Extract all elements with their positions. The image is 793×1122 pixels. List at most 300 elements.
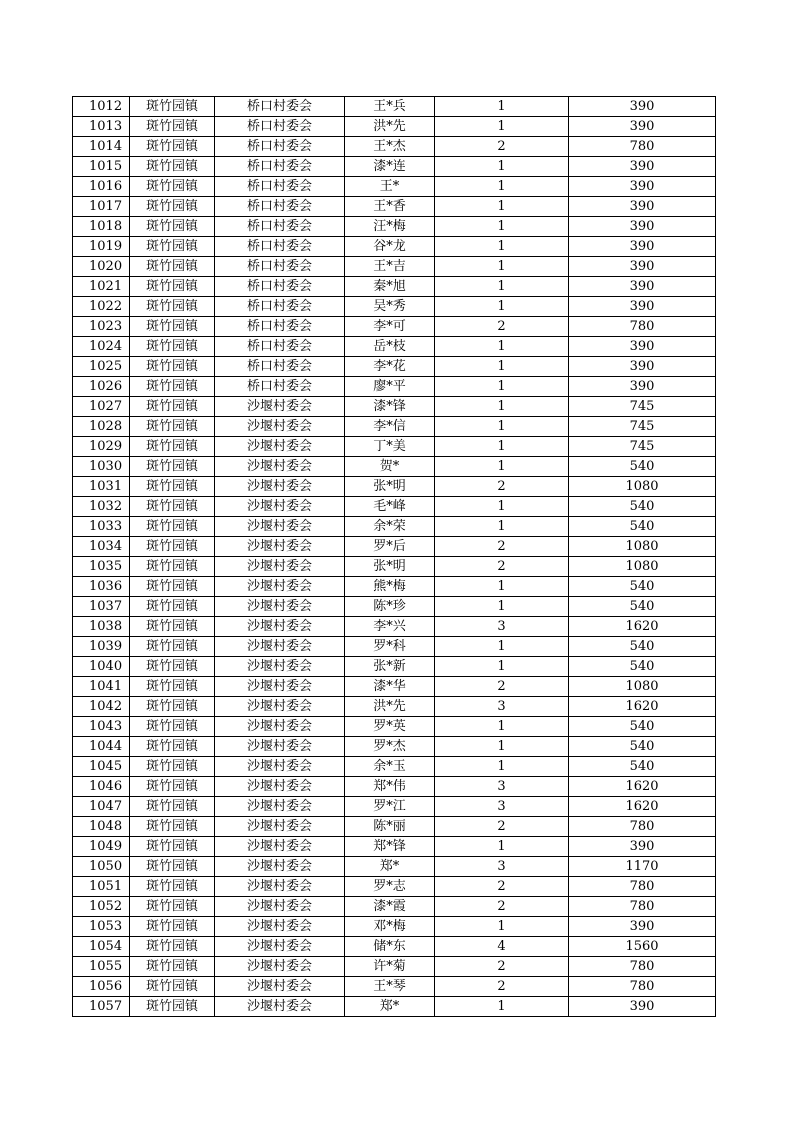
table-row <box>73 997 716 1017</box>
person-name-cell: 张*新 <box>345 657 435 677</box>
town-cell: 斑竹园镇 <box>130 297 215 317</box>
row-number-cell: 1030 <box>73 457 130 477</box>
table-row <box>73 877 716 897</box>
town-cell: 斑竹园镇 <box>130 217 215 237</box>
village-committee-cell: 沙堰村委会 <box>215 997 345 1017</box>
table-row <box>73 377 716 397</box>
person-name-cell: 罗*英 <box>345 717 435 737</box>
person-name-cell: 漆*华 <box>345 677 435 697</box>
table-body <box>73 97 716 1017</box>
town-cell: 斑竹园镇 <box>130 737 215 757</box>
town-cell: 斑竹园镇 <box>130 237 215 257</box>
row-number-cell: 1052 <box>73 897 130 917</box>
person-name-cell: 郑*伟 <box>345 777 435 797</box>
person-name-cell: 廖*平 <box>345 377 435 397</box>
town-cell: 斑竹园镇 <box>130 877 215 897</box>
table-row <box>73 757 716 777</box>
amount-cell: 745 <box>569 417 716 437</box>
person-name-cell: 郑* <box>345 857 435 877</box>
town-cell: 斑竹园镇 <box>130 617 215 637</box>
amount-cell: 780 <box>569 317 716 337</box>
row-number-cell: 1033 <box>73 517 130 537</box>
row-number-cell: 1038 <box>73 617 130 637</box>
row-number-cell: 1035 <box>73 557 130 577</box>
town-cell: 斑竹园镇 <box>130 837 215 857</box>
village-committee-cell: 桥口村委会 <box>215 237 345 257</box>
town-cell: 斑竹园镇 <box>130 397 215 417</box>
village-committee-cell: 桥口村委会 <box>215 177 345 197</box>
household-count-cell: 2 <box>435 817 569 837</box>
person-name-cell: 漆*连 <box>345 157 435 177</box>
village-committee-cell: 沙堰村委会 <box>215 417 345 437</box>
row-number-cell: 1040 <box>73 657 130 677</box>
village-committee-cell: 沙堰村委会 <box>215 577 345 597</box>
row-number-cell: 1020 <box>73 257 130 277</box>
village-committee-cell: 沙堰村委会 <box>215 637 345 657</box>
household-count-cell: 1 <box>435 277 569 297</box>
village-committee-cell: 沙堰村委会 <box>215 857 345 877</box>
household-count-cell: 2 <box>435 897 569 917</box>
household-count-cell: 2 <box>435 677 569 697</box>
household-count-cell: 2 <box>435 977 569 997</box>
village-committee-cell: 沙堰村委会 <box>215 777 345 797</box>
amount-cell: 390 <box>569 237 716 257</box>
village-committee-cell: 桥口村委会 <box>215 317 345 337</box>
table-row <box>73 977 716 997</box>
table-row <box>73 617 716 637</box>
row-number-cell: 1034 <box>73 537 130 557</box>
table-row <box>73 337 716 357</box>
town-cell: 斑竹园镇 <box>130 177 215 197</box>
table-row <box>73 897 716 917</box>
household-count-cell: 1 <box>435 117 569 137</box>
amount-cell: 745 <box>569 437 716 457</box>
household-count-cell: 1 <box>435 177 569 197</box>
table-row <box>73 657 716 677</box>
village-committee-cell: 沙堰村委会 <box>215 797 345 817</box>
person-name-cell: 罗*科 <box>345 637 435 657</box>
village-committee-cell: 桥口村委会 <box>215 297 345 317</box>
amount-cell: 390 <box>569 997 716 1017</box>
household-count-cell: 1 <box>435 597 569 617</box>
person-name-cell: 汪*梅 <box>345 217 435 237</box>
person-name-cell: 吴*秀 <box>345 297 435 317</box>
amount-cell: 1080 <box>569 537 716 557</box>
amount-cell: 390 <box>569 117 716 137</box>
household-count-cell: 2 <box>435 957 569 977</box>
row-number-cell: 1019 <box>73 237 130 257</box>
table-row <box>73 837 716 857</box>
row-number-cell: 1041 <box>73 677 130 697</box>
household-count-cell: 1 <box>435 337 569 357</box>
town-cell: 斑竹园镇 <box>130 797 215 817</box>
amount-cell: 1080 <box>569 477 716 497</box>
table-row <box>73 137 716 157</box>
village-committee-cell: 沙堰村委会 <box>215 677 345 697</box>
table-row <box>73 97 716 117</box>
household-count-cell: 3 <box>435 777 569 797</box>
row-number-cell: 1051 <box>73 877 130 897</box>
table-row <box>73 457 716 477</box>
town-cell: 斑竹园镇 <box>130 537 215 557</box>
table-row <box>73 237 716 257</box>
village-committee-cell: 沙堰村委会 <box>215 517 345 537</box>
row-number-cell: 1022 <box>73 297 130 317</box>
household-count-cell: 1 <box>435 577 569 597</box>
table-row <box>73 817 716 837</box>
person-name-cell: 谷*龙 <box>345 237 435 257</box>
amount-cell: 390 <box>569 217 716 237</box>
town-cell: 斑竹园镇 <box>130 557 215 577</box>
town-cell: 斑竹园镇 <box>130 317 215 337</box>
amount-cell: 540 <box>569 737 716 757</box>
table-row <box>73 697 716 717</box>
village-committee-cell: 沙堰村委会 <box>215 617 345 637</box>
village-committee-cell: 沙堰村委会 <box>215 697 345 717</box>
amount-cell: 390 <box>569 277 716 297</box>
table-row <box>73 537 716 557</box>
village-committee-cell: 沙堰村委会 <box>215 457 345 477</box>
table-row <box>73 597 716 617</box>
village-committee-cell: 沙堰村委会 <box>215 397 345 417</box>
household-count-cell: 1 <box>435 397 569 417</box>
person-name-cell: 罗*后 <box>345 537 435 557</box>
amount-cell: 390 <box>569 377 716 397</box>
person-name-cell: 王*吉 <box>345 257 435 277</box>
table-row <box>73 797 716 817</box>
town-cell: 斑竹园镇 <box>130 97 215 117</box>
village-committee-cell: 沙堰村委会 <box>215 877 345 897</box>
village-committee-cell: 沙堰村委会 <box>215 537 345 557</box>
amount-cell: 1620 <box>569 617 716 637</box>
household-count-cell: 2 <box>435 877 569 897</box>
person-name-cell: 秦*旭 <box>345 277 435 297</box>
row-number-cell: 1015 <box>73 157 130 177</box>
amount-cell: 1080 <box>569 677 716 697</box>
table-row <box>73 297 716 317</box>
amount-cell: 540 <box>569 717 716 737</box>
village-committee-cell: 桥口村委会 <box>215 257 345 277</box>
amount-cell: 540 <box>569 457 716 477</box>
amount-cell: 540 <box>569 597 716 617</box>
village-committee-cell: 沙堰村委会 <box>215 717 345 737</box>
row-number-cell: 1021 <box>73 277 130 297</box>
village-committee-cell: 桥口村委会 <box>215 357 345 377</box>
person-name-cell: 李*花 <box>345 357 435 377</box>
row-number-cell: 1047 <box>73 797 130 817</box>
household-count-cell: 2 <box>435 537 569 557</box>
amount-cell: 1620 <box>569 797 716 817</box>
table-row <box>73 497 716 517</box>
town-cell: 斑竹园镇 <box>130 817 215 837</box>
village-committee-cell: 沙堰村委会 <box>215 437 345 457</box>
table-row <box>73 277 716 297</box>
town-cell: 斑竹园镇 <box>130 457 215 477</box>
row-number-cell: 1017 <box>73 197 130 217</box>
person-name-cell: 李*兴 <box>345 617 435 637</box>
row-number-cell: 1012 <box>73 97 130 117</box>
town-cell: 斑竹园镇 <box>130 137 215 157</box>
person-name-cell: 罗*江 <box>345 797 435 817</box>
table-row <box>73 557 716 577</box>
row-number-cell: 1018 <box>73 217 130 237</box>
household-count-cell: 2 <box>435 317 569 337</box>
village-committee-cell: 沙堰村委会 <box>215 937 345 957</box>
household-count-cell: 1 <box>435 197 569 217</box>
household-count-cell: 1 <box>435 517 569 537</box>
row-number-cell: 1029 <box>73 437 130 457</box>
household-count-cell: 1 <box>435 157 569 177</box>
amount-cell: 540 <box>569 637 716 657</box>
household-count-cell: 3 <box>435 797 569 817</box>
town-cell: 斑竹园镇 <box>130 977 215 997</box>
village-committee-cell: 桥口村委会 <box>215 137 345 157</box>
table-row <box>73 417 716 437</box>
household-count-cell: 2 <box>435 557 569 577</box>
table-row <box>73 857 716 877</box>
row-number-cell: 1044 <box>73 737 130 757</box>
person-name-cell: 王*香 <box>345 197 435 217</box>
person-name-cell: 洪*先 <box>345 697 435 717</box>
household-count-cell: 3 <box>435 697 569 717</box>
amount-cell: 780 <box>569 897 716 917</box>
village-committee-cell: 沙堰村委会 <box>215 477 345 497</box>
household-count-cell: 1 <box>435 497 569 517</box>
table-row <box>73 917 716 937</box>
household-count-cell: 1 <box>435 757 569 777</box>
table-row <box>73 257 716 277</box>
table-row <box>73 437 716 457</box>
row-number-cell: 1039 <box>73 637 130 657</box>
table-row <box>73 717 716 737</box>
town-cell: 斑竹园镇 <box>130 997 215 1017</box>
household-count-cell: 1 <box>435 437 569 457</box>
table-row <box>73 737 716 757</box>
table-row <box>73 117 716 137</box>
amount-cell: 540 <box>569 577 716 597</box>
person-name-cell: 王* <box>345 177 435 197</box>
town-cell: 斑竹园镇 <box>130 357 215 377</box>
row-number-cell: 1024 <box>73 337 130 357</box>
household-count-cell: 1 <box>435 377 569 397</box>
household-count-cell: 1 <box>435 217 569 237</box>
row-number-cell: 1042 <box>73 697 130 717</box>
table-row <box>73 177 716 197</box>
town-cell: 斑竹园镇 <box>130 857 215 877</box>
household-count-cell: 3 <box>435 857 569 877</box>
table-row <box>73 777 716 797</box>
person-name-cell: 李*信 <box>345 417 435 437</box>
row-number-cell: 1049 <box>73 837 130 857</box>
amount-cell: 540 <box>569 517 716 537</box>
town-cell: 斑竹园镇 <box>130 597 215 617</box>
household-count-cell: 1 <box>435 917 569 937</box>
person-name-cell: 洪*先 <box>345 117 435 137</box>
row-number-cell: 1013 <box>73 117 130 137</box>
row-number-cell: 1027 <box>73 397 130 417</box>
table-row <box>73 677 716 697</box>
person-name-cell: 许*菊 <box>345 957 435 977</box>
person-name-cell: 熊*梅 <box>345 577 435 597</box>
household-count-cell: 1 <box>435 257 569 277</box>
person-name-cell: 王*兵 <box>345 97 435 117</box>
town-cell: 斑竹园镇 <box>130 777 215 797</box>
town-cell: 斑竹园镇 <box>130 957 215 977</box>
town-cell: 斑竹园镇 <box>130 277 215 297</box>
amount-cell: 780 <box>569 137 716 157</box>
row-number-cell: 1045 <box>73 757 130 777</box>
table-row <box>73 197 716 217</box>
person-name-cell: 邓*梅 <box>345 917 435 937</box>
town-cell: 斑竹园镇 <box>130 897 215 917</box>
amount-cell: 390 <box>569 197 716 217</box>
household-count-cell: 1 <box>435 657 569 677</box>
person-name-cell: 陈*珍 <box>345 597 435 617</box>
person-name-cell: 漆*锋 <box>345 397 435 417</box>
row-number-cell: 1037 <box>73 597 130 617</box>
amount-cell: 780 <box>569 877 716 897</box>
person-name-cell: 毛*峰 <box>345 497 435 517</box>
table-row <box>73 937 716 957</box>
village-committee-cell: 桥口村委会 <box>215 217 345 237</box>
household-count-cell: 1 <box>435 837 569 857</box>
person-name-cell: 储*东 <box>345 937 435 957</box>
town-cell: 斑竹园镇 <box>130 117 215 137</box>
row-number-cell: 1054 <box>73 937 130 957</box>
village-committee-cell: 沙堰村委会 <box>215 917 345 937</box>
amount-cell: 745 <box>569 397 716 417</box>
amount-cell: 390 <box>569 177 716 197</box>
town-cell: 斑竹园镇 <box>130 437 215 457</box>
household-count-cell: 1 <box>435 357 569 377</box>
village-committee-cell: 桥口村委会 <box>215 197 345 217</box>
town-cell: 斑竹园镇 <box>130 937 215 957</box>
row-number-cell: 1046 <box>73 777 130 797</box>
person-name-cell: 罗*杰 <box>345 737 435 757</box>
row-number-cell: 1056 <box>73 977 130 997</box>
town-cell: 斑竹园镇 <box>130 517 215 537</box>
village-committee-cell: 沙堰村委会 <box>215 597 345 617</box>
household-count-cell: 1 <box>435 237 569 257</box>
town-cell: 斑竹园镇 <box>130 637 215 657</box>
village-committee-cell: 沙堰村委会 <box>215 897 345 917</box>
town-cell: 斑竹园镇 <box>130 917 215 937</box>
amount-cell: 390 <box>569 357 716 377</box>
table-row <box>73 157 716 177</box>
person-name-cell: 王*杰 <box>345 137 435 157</box>
household-count-cell: 1 <box>435 997 569 1017</box>
village-committee-cell: 沙堰村委会 <box>215 737 345 757</box>
town-cell: 斑竹园镇 <box>130 337 215 357</box>
town-cell: 斑竹园镇 <box>130 417 215 437</box>
village-committee-cell: 桥口村委会 <box>215 377 345 397</box>
row-number-cell: 1055 <box>73 957 130 977</box>
person-name-cell: 王*琴 <box>345 977 435 997</box>
amount-cell: 1560 <box>569 937 716 957</box>
person-name-cell: 漆*霞 <box>345 897 435 917</box>
table-row <box>73 517 716 537</box>
person-name-cell: 余*玉 <box>345 757 435 777</box>
town-cell: 斑竹园镇 <box>130 257 215 277</box>
row-number-cell: 1014 <box>73 137 130 157</box>
household-count-cell: 1 <box>435 417 569 437</box>
village-committee-cell: 桥口村委会 <box>215 97 345 117</box>
village-committee-cell: 桥口村委会 <box>215 117 345 137</box>
row-number-cell: 1023 <box>73 317 130 337</box>
town-cell: 斑竹园镇 <box>130 477 215 497</box>
amount-cell: 780 <box>569 957 716 977</box>
row-number-cell: 1057 <box>73 997 130 1017</box>
amount-cell: 390 <box>569 257 716 277</box>
town-cell: 斑竹园镇 <box>130 157 215 177</box>
person-name-cell: 张*明 <box>345 477 435 497</box>
row-number-cell: 1026 <box>73 377 130 397</box>
village-committee-cell: 桥口村委会 <box>215 157 345 177</box>
household-count-cell: 4 <box>435 937 569 957</box>
village-committee-cell: 沙堰村委会 <box>215 497 345 517</box>
village-committee-cell: 沙堰村委会 <box>215 557 345 577</box>
table-row <box>73 357 716 377</box>
amount-cell: 390 <box>569 97 716 117</box>
person-name-cell: 郑*锋 <box>345 837 435 857</box>
person-name-cell: 张*明 <box>345 557 435 577</box>
row-number-cell: 1048 <box>73 817 130 837</box>
town-cell: 斑竹园镇 <box>130 577 215 597</box>
town-cell: 斑竹园镇 <box>130 657 215 677</box>
village-committee-cell: 桥口村委会 <box>215 337 345 357</box>
table-row <box>73 397 716 417</box>
table-row <box>73 637 716 657</box>
person-name-cell: 郑* <box>345 997 435 1017</box>
amount-cell: 1170 <box>569 857 716 877</box>
town-cell: 斑竹园镇 <box>130 197 215 217</box>
household-count-cell: 1 <box>435 637 569 657</box>
amount-cell: 540 <box>569 657 716 677</box>
row-number-cell: 1016 <box>73 177 130 197</box>
amount-cell: 390 <box>569 337 716 357</box>
town-cell: 斑竹园镇 <box>130 757 215 777</box>
table-row <box>73 317 716 337</box>
village-committee-cell: 沙堰村委会 <box>215 817 345 837</box>
table-row <box>73 577 716 597</box>
person-name-cell: 余*荣 <box>345 517 435 537</box>
household-count-cell: 2 <box>435 477 569 497</box>
town-cell: 斑竹园镇 <box>130 677 215 697</box>
amount-cell: 390 <box>569 297 716 317</box>
town-cell: 斑竹园镇 <box>130 697 215 717</box>
row-number-cell: 1032 <box>73 497 130 517</box>
village-committee-cell: 桥口村委会 <box>215 277 345 297</box>
table-row <box>73 217 716 237</box>
village-committee-cell: 沙堰村委会 <box>215 657 345 677</box>
amount-cell: 1080 <box>569 557 716 577</box>
household-count-cell: 2 <box>435 137 569 157</box>
amount-cell: 540 <box>569 497 716 517</box>
household-count-cell: 1 <box>435 457 569 477</box>
person-name-cell: 岳*枝 <box>345 337 435 357</box>
amount-cell: 390 <box>569 157 716 177</box>
person-name-cell: 李*可 <box>345 317 435 337</box>
household-count-cell: 3 <box>435 617 569 637</box>
person-name-cell: 丁*美 <box>345 437 435 457</box>
row-number-cell: 1043 <box>73 717 130 737</box>
table-row <box>73 477 716 497</box>
row-number-cell: 1050 <box>73 857 130 877</box>
household-count-cell: 1 <box>435 97 569 117</box>
amount-cell: 1620 <box>569 697 716 717</box>
row-number-cell: 1025 <box>73 357 130 377</box>
amount-cell: 1620 <box>569 777 716 797</box>
